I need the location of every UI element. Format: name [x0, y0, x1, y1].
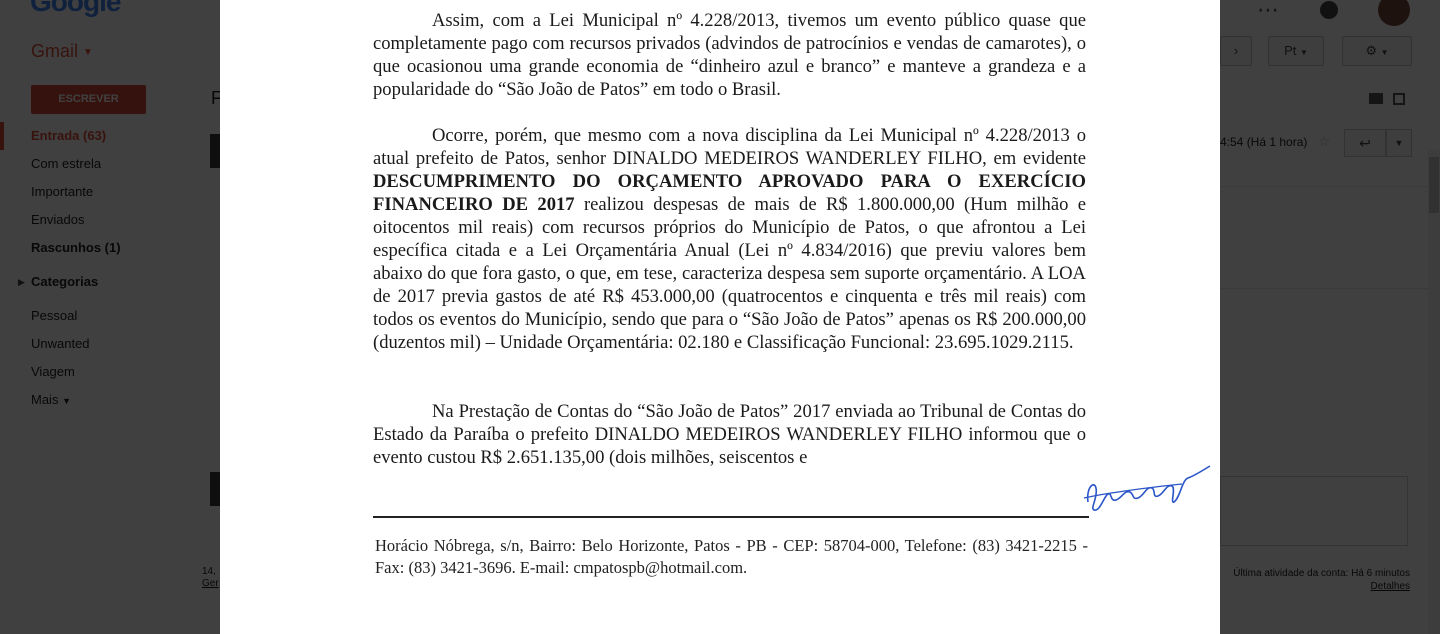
signature-icon: [1082, 458, 1212, 518]
paragraph-2: [373, 124, 1086, 354]
paragraph-1: Assim, com a Lei Municipal nº 4.228/2013, tivemos um evento público quase que completamente pago com recursos privados (advindos de patrocínios e vendas de camarotes), o que ocasionou uma grande economia de “dinheiro azul e branco” e manteve a grandeza e a popularidade do “São João de Patos” em todo o Brasil.: [373, 10, 1086, 100]
footer-rule: [373, 516, 1089, 518]
paragraph-2-intro: Ocorre, porém, que mesmo com a nova disciplina da Lei Municipal nº 4.228/2013 o atual prefeito de Patos, senhor DINALDO MEDEIROS WANDERLEY FILHO, em evidente: [373, 125, 1086, 169]
document-page: [220, 0, 1220, 634]
paragraph-3: Na Prestação de Contas do “São João de Patos” 2017 enviada ao Tribunal de Contas do Estado da Paraíba o prefeito DINALDO MEDEIROS WANDERLEY FILHO informou que o evento custou R$ 2.651.135,00 (dois milhões, seiscentos e: [373, 401, 1086, 468]
paragraph-2-rest: realizou despesas de mais de R$ 1.800.000,00 (Hum milhão e oitocentos mil reais) com recursos próprios do Município de Patos, o que afrontou a Lei específica citada e a Lei Orçamentária Anual (Lei nº 4.834/2016) que previu valores bem abaixo do que fora gasto, o que, em tese, caracteriza despesa sem suporte orçamentário. A LOA de 2017 previa gastos de até R$ 453.000,00 (quatrocentos e cinquenta e três mil reais) com todos os eventos do Município, sendo que para o “São João de Patos” apenas os R$ 200.000,00 (duzentos mil) – Unidade Orçamentária: 02.180 e Classificação Funcional: 23.695.1029.2115.: [373, 194, 1086, 353]
paragraph-2-bold: DESCUMPRIMENTO DO ORÇAMENTO APROVADO PARA O EXERCÍCIO FINANCEIRO DE 2017: [373, 171, 1086, 215]
footer-address: Horácio Nóbrega, s/n, Bairro: Belo Horizonte, Patos - PB - CEP: 58704-000, Telefone: (83) 3421-2215 - Fax: (83) 3421-3696. E-mail: cmpatospb@hotmail.com.: [375, 536, 1088, 577]
